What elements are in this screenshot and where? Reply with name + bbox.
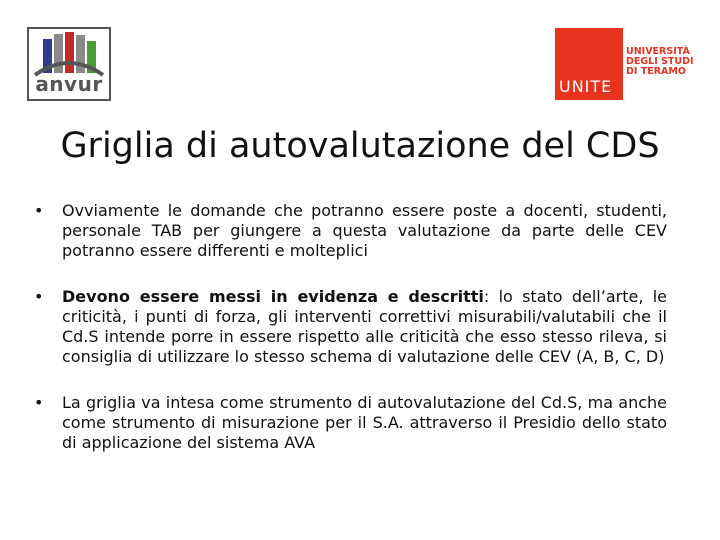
bullet-item	[34, 287, 667, 367]
slide-title: Griglia di autovalutazione del CDS	[60, 126, 660, 166]
bullet-list	[34, 201, 667, 453]
anvur-logo-text: anvur	[35, 72, 103, 96]
bullet-text: Ovviamente le domande che potranno essere poste a docenti, studenti, personale TAB per giungere a questa valutazione da parte delle CEV potranno essere differenti e molteplici	[62, 201, 667, 260]
bullet-item	[34, 393, 667, 453]
bullet-text: La griglia va intesa come strumento di autovalutazione del Cd.S, ma anche come strumento di misurazione per il S.A. attraverso il Presidio dello stato di applicazione del sistema AVA	[62, 393, 667, 452]
bullet-item	[34, 201, 667, 261]
bullet-icon: •	[34, 393, 44, 412]
unite-logo-box	[555, 28, 623, 100]
unite-caption-line: DEGLI STUDI	[626, 56, 694, 67]
unite-caption-line: UNIVERSITÀ	[626, 46, 690, 57]
bullet-bold-text: Devono essere messi in evidenza e descritti	[62, 287, 484, 306]
bullet-icon: •	[34, 287, 44, 306]
unite-logo-caption	[626, 47, 696, 77]
unite-logo	[555, 28, 695, 100]
unite-caption-line: DI TERAMO	[626, 66, 686, 77]
anvur-logo	[27, 27, 111, 101]
bullet-icon: •	[34, 201, 44, 220]
bullet-text: : lo stato dell’arte, le criticità, i punti di forza, gli interventi correttivi misurabili/valutabili che il Cd.S intende porre in essere rispetto alle criticità che esso stesso rileva, si consiglia di utilizzare lo stesso schema di valutazione delle CEV (A, B, C, D)	[62, 287, 667, 366]
unite-logo-word: UNITE	[559, 77, 613, 96]
